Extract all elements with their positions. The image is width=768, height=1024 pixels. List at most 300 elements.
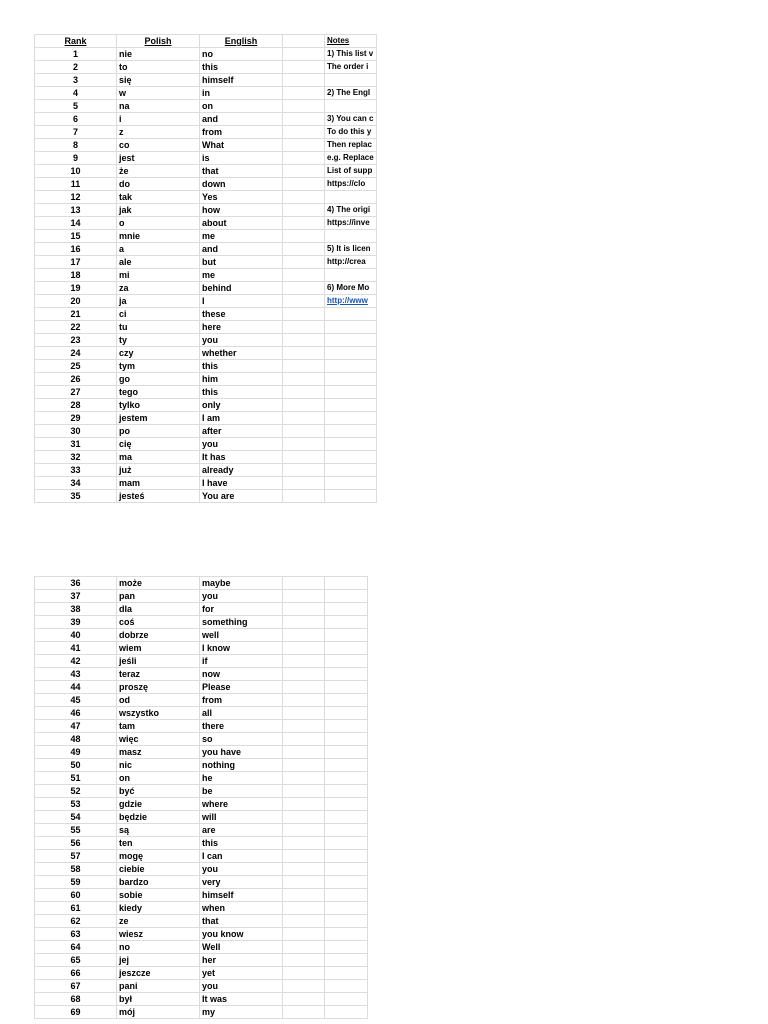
polish-cell[interactable]: masz: [117, 746, 200, 759]
notes-cell[interactable]: [325, 217, 377, 230]
notes-cell[interactable]: [325, 720, 368, 733]
rank-cell[interactable]: 56: [35, 837, 117, 850]
blank-cell[interactable]: [283, 824, 325, 837]
rank-cell[interactable]: 5: [35, 100, 117, 113]
blank-cell[interactable]: [283, 269, 325, 282]
english-cell[interactable]: how: [200, 204, 283, 217]
english-cell[interactable]: when: [200, 902, 283, 915]
english-cell[interactable]: so: [200, 733, 283, 746]
notes-cell[interactable]: [325, 139, 377, 152]
english-cell[interactable]: you: [200, 334, 283, 347]
rank-cell[interactable]: 7: [35, 126, 117, 139]
blank-cell[interactable]: [283, 386, 325, 399]
english-cell[interactable]: that: [200, 165, 283, 178]
english-cell[interactable]: nothing: [200, 759, 283, 772]
english-cell[interactable]: already: [200, 464, 283, 477]
polish-cell[interactable]: od: [117, 694, 200, 707]
blank-cell[interactable]: [283, 785, 325, 798]
notes-cell[interactable]: [325, 87, 377, 100]
rank-cell[interactable]: 4: [35, 87, 117, 100]
blank-cell[interactable]: [283, 412, 325, 425]
blank-cell[interactable]: [283, 100, 325, 113]
blank-cell[interactable]: [283, 668, 325, 681]
blank-cell[interactable]: [283, 139, 325, 152]
english-cell[interactable]: if: [200, 655, 283, 668]
blank-cell[interactable]: [283, 616, 325, 629]
notes-cell[interactable]: [325, 746, 368, 759]
blank-cell[interactable]: [283, 889, 325, 902]
notes-cell[interactable]: [325, 152, 377, 165]
rank-cell[interactable]: 44: [35, 681, 117, 694]
polish-cell[interactable]: tego: [117, 386, 200, 399]
blank-cell[interactable]: [283, 850, 325, 863]
polish-cell[interactable]: jesteś: [117, 490, 200, 503]
rank-cell[interactable]: 52: [35, 785, 117, 798]
polish-cell[interactable]: był: [117, 993, 200, 1006]
english-cell[interactable]: It was: [200, 993, 283, 1006]
rank-cell[interactable]: 38: [35, 603, 117, 616]
polish-cell[interactable]: że: [117, 165, 200, 178]
blank-cell[interactable]: [283, 126, 325, 139]
english-cell[interactable]: yet: [200, 967, 283, 980]
blank-cell[interactable]: [283, 61, 325, 74]
blank-cell[interactable]: [283, 772, 325, 785]
blank-cell[interactable]: [283, 360, 325, 373]
notes-cell[interactable]: [325, 48, 377, 61]
english-cell[interactable]: Well: [200, 941, 283, 954]
notes-cell[interactable]: [325, 668, 368, 681]
english-cell[interactable]: very: [200, 876, 283, 889]
polish-cell[interactable]: pan: [117, 590, 200, 603]
rank-cell[interactable]: 50: [35, 759, 117, 772]
polish-cell[interactable]: ja: [117, 295, 200, 308]
notes-cell[interactable]: [325, 165, 377, 178]
notes-cell[interactable]: [325, 282, 377, 295]
notes-cell[interactable]: [325, 74, 377, 87]
english-cell[interactable]: I am: [200, 412, 283, 425]
polish-cell[interactable]: jest: [117, 152, 200, 165]
blank-cell[interactable]: [283, 347, 325, 360]
polish-cell[interactable]: jestem: [117, 412, 200, 425]
english-cell[interactable]: you have: [200, 746, 283, 759]
english-cell[interactable]: me: [200, 230, 283, 243]
polish-cell[interactable]: po: [117, 425, 200, 438]
notes-cell[interactable]: [325, 126, 377, 139]
notes-cell[interactable]: [325, 694, 368, 707]
rank-cell[interactable]: 59: [35, 876, 117, 889]
polish-cell[interactable]: więc: [117, 733, 200, 746]
english-cell[interactable]: only: [200, 399, 283, 412]
blank-cell[interactable]: [283, 1006, 325, 1019]
notes-cell[interactable]: [325, 269, 377, 282]
rank-cell[interactable]: 20: [35, 295, 117, 308]
polish-cell[interactable]: pani: [117, 980, 200, 993]
blank-cell[interactable]: [283, 438, 325, 451]
polish-cell[interactable]: może: [117, 577, 200, 590]
polish-cell[interactable]: to: [117, 61, 200, 74]
blank-cell[interactable]: [283, 629, 325, 642]
rank-cell[interactable]: 40: [35, 629, 117, 642]
notes-cell[interactable]: [325, 772, 368, 785]
rank-cell[interactable]: 28: [35, 399, 117, 412]
polish-cell[interactable]: jej: [117, 954, 200, 967]
notes-cell[interactable]: [325, 178, 377, 191]
notes-cell[interactable]: [325, 321, 377, 334]
rank-cell[interactable]: 65: [35, 954, 117, 967]
notes-cell[interactable]: [325, 967, 368, 980]
rank-cell[interactable]: 17: [35, 256, 117, 269]
polish-cell[interactable]: no: [117, 941, 200, 954]
blank-cell[interactable]: [283, 759, 325, 772]
notes-cell[interactable]: [325, 113, 377, 126]
blank-cell[interactable]: [283, 928, 325, 941]
rank-cell[interactable]: 42: [35, 655, 117, 668]
notes-cell[interactable]: [325, 425, 377, 438]
blank-cell[interactable]: [283, 642, 325, 655]
rank-cell[interactable]: 48: [35, 733, 117, 746]
notes-cell[interactable]: [325, 451, 377, 464]
notes-cell[interactable]: [325, 889, 368, 902]
notes-cell[interactable]: [325, 100, 377, 113]
english-cell[interactable]: Yes: [200, 191, 283, 204]
blank-cell[interactable]: [283, 490, 325, 503]
english-cell[interactable]: from: [200, 694, 283, 707]
notes-cell[interactable]: [325, 464, 377, 477]
rank-cell[interactable]: 1: [35, 48, 117, 61]
rank-cell[interactable]: 13: [35, 204, 117, 217]
english-cell[interactable]: now: [200, 668, 283, 681]
polish-cell[interactable]: sobie: [117, 889, 200, 902]
notes-cell[interactable]: [325, 629, 368, 642]
blank-cell[interactable]: [283, 217, 325, 230]
english-cell[interactable]: you: [200, 590, 283, 603]
english-cell[interactable]: there: [200, 720, 283, 733]
rank-cell[interactable]: 63: [35, 928, 117, 941]
rank-cell[interactable]: 31: [35, 438, 117, 451]
rank-cell[interactable]: 49: [35, 746, 117, 759]
blank-cell[interactable]: [283, 178, 325, 191]
english-cell[interactable]: where: [200, 798, 283, 811]
english-cell[interactable]: himself: [200, 889, 283, 902]
notes-cell[interactable]: [325, 733, 368, 746]
rank-cell[interactable]: 22: [35, 321, 117, 334]
english-cell[interactable]: You are: [200, 490, 283, 503]
blank-cell[interactable]: [283, 204, 325, 217]
notes-cell[interactable]: [325, 61, 377, 74]
rank-cell[interactable]: 58: [35, 863, 117, 876]
polish-cell[interactable]: cię: [117, 438, 200, 451]
polish-cell[interactable]: kiedy: [117, 902, 200, 915]
polish-cell[interactable]: są: [117, 824, 200, 837]
rank-cell[interactable]: 10: [35, 165, 117, 178]
polish-cell[interactable]: nic: [117, 759, 200, 772]
notes-cell[interactable]: [325, 334, 377, 347]
rank-cell[interactable]: 25: [35, 360, 117, 373]
blank-cell[interactable]: [283, 915, 325, 928]
english-cell[interactable]: are: [200, 824, 283, 837]
rank-cell[interactable]: 35: [35, 490, 117, 503]
polish-cell[interactable]: i: [117, 113, 200, 126]
blank-cell[interactable]: [283, 74, 325, 87]
notes-cell[interactable]: [325, 707, 368, 720]
polish-header[interactable]: Polish: [117, 35, 200, 48]
blank-cell[interactable]: [283, 399, 325, 412]
notes-link[interactable]: http://www: [327, 296, 368, 305]
rank-cell[interactable]: 46: [35, 707, 117, 720]
english-cell[interactable]: I have: [200, 477, 283, 490]
notes-cell[interactable]: [325, 438, 377, 451]
polish-cell[interactable]: ma: [117, 451, 200, 464]
polish-cell[interactable]: wiem: [117, 642, 200, 655]
polish-cell[interactable]: ciebie: [117, 863, 200, 876]
blank-cell[interactable]: [283, 967, 325, 980]
polish-cell[interactable]: ty: [117, 334, 200, 347]
rank-cell[interactable]: 67: [35, 980, 117, 993]
blank-cell[interactable]: [283, 230, 325, 243]
rank-cell[interactable]: 41: [35, 642, 117, 655]
rank-cell[interactable]: 24: [35, 347, 117, 360]
notes-cell[interactable]: [325, 1006, 368, 1019]
blank-header[interactable]: [283, 35, 325, 48]
rank-cell[interactable]: 36: [35, 577, 117, 590]
polish-cell[interactable]: dobrze: [117, 629, 200, 642]
notes-cell[interactable]: [325, 811, 368, 824]
rank-cell[interactable]: 51: [35, 772, 117, 785]
notes-cell[interactable]: [325, 399, 377, 412]
english-cell[interactable]: you: [200, 438, 283, 451]
notes-cell[interactable]: [325, 360, 377, 373]
blank-cell[interactable]: [283, 980, 325, 993]
blank-cell[interactable]: [283, 798, 325, 811]
blank-cell[interactable]: [283, 87, 325, 100]
polish-cell[interactable]: tam: [117, 720, 200, 733]
notes-cell[interactable]: [325, 876, 368, 889]
english-cell[interactable]: he: [200, 772, 283, 785]
english-cell[interactable]: this: [200, 360, 283, 373]
rank-cell[interactable]: 16: [35, 243, 117, 256]
rank-cell[interactable]: 26: [35, 373, 117, 386]
notes-header[interactable]: Notes: [325, 35, 377, 48]
rank-cell[interactable]: 19: [35, 282, 117, 295]
notes-cell[interactable]: [325, 980, 368, 993]
english-cell[interactable]: I: [200, 295, 283, 308]
rank-cell[interactable]: 2: [35, 61, 117, 74]
notes-cell[interactable]: [325, 837, 368, 850]
english-cell[interactable]: this: [200, 837, 283, 850]
blank-cell[interactable]: [283, 902, 325, 915]
polish-cell[interactable]: teraz: [117, 668, 200, 681]
blank-cell[interactable]: [283, 282, 325, 295]
english-cell[interactable]: in: [200, 87, 283, 100]
polish-cell[interactable]: tu: [117, 321, 200, 334]
notes-cell[interactable]: [325, 295, 377, 308]
english-cell[interactable]: be: [200, 785, 283, 798]
rank-cell[interactable]: 55: [35, 824, 117, 837]
polish-cell[interactable]: dla: [117, 603, 200, 616]
rank-cell[interactable]: 68: [35, 993, 117, 1006]
rank-cell[interactable]: 43: [35, 668, 117, 681]
rank-cell[interactable]: 14: [35, 217, 117, 230]
polish-cell[interactable]: wszystko: [117, 707, 200, 720]
english-cell[interactable]: Please: [200, 681, 283, 694]
polish-cell[interactable]: a: [117, 243, 200, 256]
notes-cell[interactable]: [325, 230, 377, 243]
english-cell[interactable]: for: [200, 603, 283, 616]
polish-cell[interactable]: jak: [117, 204, 200, 217]
polish-cell[interactable]: mam: [117, 477, 200, 490]
notes-cell[interactable]: [325, 915, 368, 928]
rank-cell[interactable]: 21: [35, 308, 117, 321]
english-cell[interactable]: my: [200, 1006, 283, 1019]
blank-cell[interactable]: [283, 590, 325, 603]
polish-cell[interactable]: jeszcze: [117, 967, 200, 980]
rank-cell[interactable]: 54: [35, 811, 117, 824]
polish-cell[interactable]: jeśli: [117, 655, 200, 668]
english-cell[interactable]: here: [200, 321, 283, 334]
rank-cell[interactable]: 62: [35, 915, 117, 928]
polish-cell[interactable]: proszę: [117, 681, 200, 694]
polish-cell[interactable]: co: [117, 139, 200, 152]
english-cell[interactable]: her: [200, 954, 283, 967]
english-cell[interactable]: will: [200, 811, 283, 824]
polish-cell[interactable]: czy: [117, 347, 200, 360]
blank-cell[interactable]: [283, 477, 325, 490]
blank-cell[interactable]: [283, 733, 325, 746]
english-cell[interactable]: that: [200, 915, 283, 928]
english-cell[interactable]: and: [200, 243, 283, 256]
english-cell[interactable]: behind: [200, 282, 283, 295]
notes-cell[interactable]: [325, 577, 368, 590]
english-cell[interactable]: you: [200, 863, 283, 876]
blank-cell[interactable]: [283, 334, 325, 347]
rank-cell[interactable]: 39: [35, 616, 117, 629]
polish-cell[interactable]: go: [117, 373, 200, 386]
polish-cell[interactable]: wiesz: [117, 928, 200, 941]
rank-cell[interactable]: 61: [35, 902, 117, 915]
polish-cell[interactable]: ci: [117, 308, 200, 321]
english-cell[interactable]: him: [200, 373, 283, 386]
blank-cell[interactable]: [283, 243, 325, 256]
rank-cell[interactable]: 53: [35, 798, 117, 811]
blank-cell[interactable]: [283, 425, 325, 438]
english-cell[interactable]: after: [200, 425, 283, 438]
notes-cell[interactable]: [325, 603, 368, 616]
blank-cell[interactable]: [283, 577, 325, 590]
polish-cell[interactable]: z: [117, 126, 200, 139]
blank-cell[interactable]: [283, 746, 325, 759]
blank-cell[interactable]: [283, 837, 325, 850]
rank-cell[interactable]: 32: [35, 451, 117, 464]
notes-cell[interactable]: [325, 655, 368, 668]
polish-cell[interactable]: mnie: [117, 230, 200, 243]
rank-cell[interactable]: 47: [35, 720, 117, 733]
blank-cell[interactable]: [283, 295, 325, 308]
english-cell[interactable]: something: [200, 616, 283, 629]
english-cell[interactable]: about: [200, 217, 283, 230]
english-cell[interactable]: I know: [200, 642, 283, 655]
polish-cell[interactable]: bardzo: [117, 876, 200, 889]
notes-cell[interactable]: [325, 798, 368, 811]
blank-cell[interactable]: [283, 655, 325, 668]
blank-cell[interactable]: [283, 113, 325, 126]
english-cell[interactable]: What: [200, 139, 283, 152]
english-cell[interactable]: this: [200, 386, 283, 399]
blank-cell[interactable]: [283, 321, 325, 334]
english-cell[interactable]: you know: [200, 928, 283, 941]
notes-cell[interactable]: [325, 373, 377, 386]
rank-cell[interactable]: 34: [35, 477, 117, 490]
polish-cell[interactable]: za: [117, 282, 200, 295]
polish-cell[interactable]: ze: [117, 915, 200, 928]
english-cell[interactable]: these: [200, 308, 283, 321]
blank-cell[interactable]: [283, 876, 325, 889]
polish-cell[interactable]: tylko: [117, 399, 200, 412]
polish-cell[interactable]: na: [117, 100, 200, 113]
polish-cell[interactable]: już: [117, 464, 200, 477]
notes-cell[interactable]: [325, 308, 377, 321]
notes-cell[interactable]: [325, 850, 368, 863]
english-cell[interactable]: himself: [200, 74, 283, 87]
notes-cell[interactable]: [325, 477, 377, 490]
notes-cell[interactable]: [325, 785, 368, 798]
polish-cell[interactable]: w: [117, 87, 200, 100]
rank-cell[interactable]: 15: [35, 230, 117, 243]
notes-cell[interactable]: [325, 590, 368, 603]
notes-cell[interactable]: [325, 256, 377, 269]
rank-cell[interactable]: 6: [35, 113, 117, 126]
notes-cell[interactable]: [325, 243, 377, 256]
rank-cell[interactable]: 37: [35, 590, 117, 603]
polish-cell[interactable]: mój: [117, 1006, 200, 1019]
notes-cell[interactable]: [325, 412, 377, 425]
rank-cell[interactable]: 11: [35, 178, 117, 191]
polish-cell[interactable]: do: [117, 178, 200, 191]
blank-cell[interactable]: [283, 720, 325, 733]
notes-cell[interactable]: [325, 681, 368, 694]
polish-cell[interactable]: być: [117, 785, 200, 798]
english-cell[interactable]: but: [200, 256, 283, 269]
notes-cell[interactable]: [325, 386, 377, 399]
blank-cell[interactable]: [283, 152, 325, 165]
blank-cell[interactable]: [283, 993, 325, 1006]
polish-cell[interactable]: tym: [117, 360, 200, 373]
polish-cell[interactable]: o: [117, 217, 200, 230]
notes-cell[interactable]: [325, 204, 377, 217]
notes-cell[interactable]: [325, 347, 377, 360]
rank-cell[interactable]: 18: [35, 269, 117, 282]
blank-cell[interactable]: [283, 603, 325, 616]
rank-cell[interactable]: 57: [35, 850, 117, 863]
english-cell[interactable]: down: [200, 178, 283, 191]
rank-header[interactable]: Rank: [35, 35, 117, 48]
notes-cell[interactable]: [325, 902, 368, 915]
rank-cell[interactable]: 23: [35, 334, 117, 347]
polish-cell[interactable]: ale: [117, 256, 200, 269]
rank-cell[interactable]: 64: [35, 941, 117, 954]
notes-cell[interactable]: [325, 191, 377, 204]
notes-cell[interactable]: [325, 954, 368, 967]
english-cell[interactable]: and: [200, 113, 283, 126]
rank-cell[interactable]: 29: [35, 412, 117, 425]
rank-cell[interactable]: 69: [35, 1006, 117, 1019]
blank-cell[interactable]: [283, 165, 325, 178]
english-header[interactable]: English: [200, 35, 283, 48]
english-cell[interactable]: you: [200, 980, 283, 993]
rank-cell[interactable]: 66: [35, 967, 117, 980]
blank-cell[interactable]: [283, 256, 325, 269]
polish-cell[interactable]: tak: [117, 191, 200, 204]
english-cell[interactable]: all: [200, 707, 283, 720]
